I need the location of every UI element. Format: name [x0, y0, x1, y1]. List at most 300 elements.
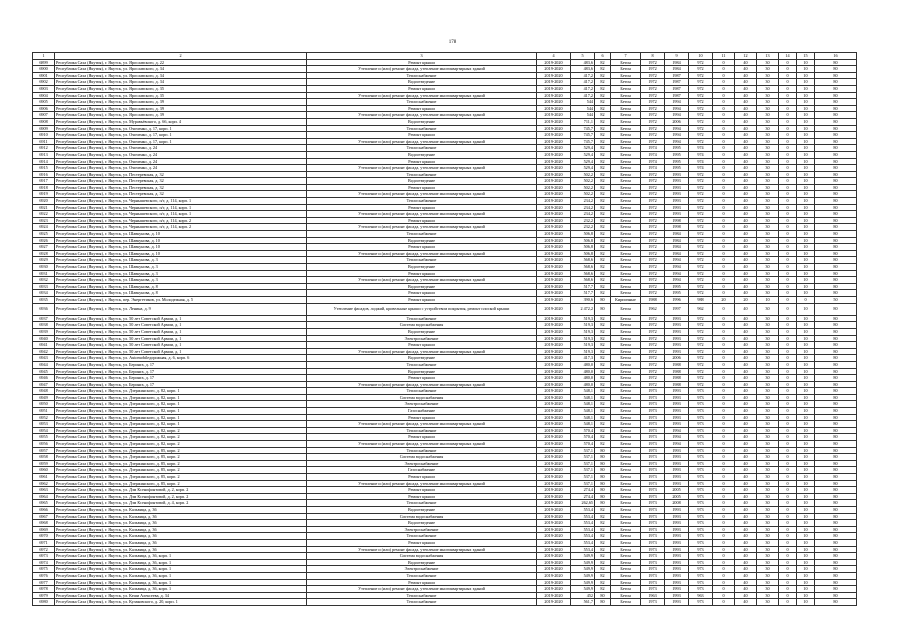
table-row: [33, 493, 857, 500]
table-cell: 6938: [33, 322, 55, 329]
table-cell: 553,4: [571, 513, 595, 520]
table-cell: 1972: [641, 66, 665, 73]
table-cell: 80: [815, 506, 857, 513]
table-cell: Теплоснабжение: [307, 72, 537, 79]
table-cell: 1973: [641, 586, 665, 593]
table-cell: Ремонт крыши: [307, 579, 537, 586]
table-cell: 30: [757, 224, 779, 231]
table-cell: 80: [595, 460, 611, 467]
table-cell: Республика Саха (Якутия), г. Якутск, ул. Дзм Ксенофонтовой, д. 4, корп. 2: [55, 500, 307, 507]
table-cell: 40: [735, 474, 757, 481]
table-cell: 30: [757, 335, 779, 342]
table-cell: 0: [779, 381, 797, 388]
table-cell: 502,2: [571, 191, 595, 198]
table-cell: 1973: [641, 572, 665, 579]
table-cell: 80: [815, 184, 857, 191]
table-cell: 10: [797, 257, 815, 264]
table-cell: 0: [713, 526, 735, 533]
table-cell: 745,7: [571, 138, 595, 145]
table-row: [33, 165, 857, 172]
table-cell: 1997: [665, 303, 689, 315]
table-cell: 972: [689, 112, 713, 119]
table-cell: Утепление и (или) ремонт фасада, утепление многоквартирных зданий: [307, 421, 537, 428]
table-row: [33, 375, 857, 382]
table-cell: 973: [689, 546, 713, 553]
table-cell: 6916: [33, 171, 55, 178]
table-cell: 6911: [33, 138, 55, 145]
header-row: [33, 53, 857, 60]
table-cell: Бетон: [611, 586, 641, 593]
table-cell: 10: [797, 592, 815, 599]
table-cell: 2019-2020: [537, 315, 571, 322]
column-header: 10: [689, 53, 713, 60]
table-cell: 10: [797, 79, 815, 86]
table-cell: Бетон: [611, 198, 641, 205]
table-row: [33, 559, 857, 566]
table-cell: 0: [713, 145, 735, 152]
table-row: [33, 467, 857, 474]
table-cell: 549,9: [571, 586, 595, 593]
table-cell: Республика Саха (Якутия), г. Якутск, ул. Кальвица, д. 36: [55, 506, 307, 513]
table-cell: Бетон: [611, 145, 641, 152]
table-cell: Бетон: [611, 132, 641, 139]
table-row: [33, 231, 857, 238]
table-cell: 10: [797, 454, 815, 461]
table-cell: Ремонт крыши: [307, 487, 537, 494]
table-row: [33, 277, 857, 284]
column-header: 8: [641, 53, 665, 60]
table-cell: Ремонт крыши: [307, 158, 537, 165]
table-cell: 6901: [33, 72, 55, 79]
table-cell: 1993: [665, 328, 689, 335]
table-cell: 1994: [665, 105, 689, 112]
table-cell: 6971: [33, 539, 55, 546]
table-cell: 10: [797, 125, 815, 132]
table-cell: Бетон: [611, 237, 641, 244]
table-cell: 1994: [665, 138, 689, 145]
table-cell: 10: [797, 158, 815, 165]
table-cell: 0: [713, 125, 735, 132]
table-cell: Теплоснабжение: [307, 257, 537, 264]
table-cell: 40: [735, 257, 757, 264]
table-cell: 6961: [33, 474, 55, 481]
table-cell: 2019-2020: [537, 361, 571, 368]
table-cell: Республика Саха (Якутия), г. Якутск, ул. Шавкунова, д. 8: [55, 283, 307, 290]
table-cell: 972: [689, 237, 713, 244]
table-cell: 0: [713, 211, 735, 218]
table-cell: 1972: [641, 85, 665, 92]
table-cell: 82: [595, 270, 611, 277]
table-cell: Республика Саха (Якутия), г. Якутск, ул. Кальвица, д. 36: [55, 520, 307, 527]
table-cell: 2019-2020: [537, 59, 571, 66]
table-row: [33, 138, 857, 145]
table-cell: 0: [713, 322, 735, 329]
table-cell: 80: [815, 138, 857, 145]
table-cell: 6900: [33, 66, 55, 73]
table-cell: 2019-2020: [537, 355, 571, 362]
table-cell: 1972: [641, 217, 665, 224]
table-cell: 1993: [665, 401, 689, 408]
table-cell: 2019-2020: [537, 66, 571, 73]
table-cell: 2019-2020: [537, 401, 571, 408]
table-cell: 1974: [641, 158, 665, 165]
table-cell: 390,6: [571, 296, 595, 303]
table-row: [33, 79, 857, 86]
table-cell: 80: [595, 500, 611, 507]
table-cell: 0: [779, 66, 797, 73]
table-cell: 80: [815, 158, 857, 165]
table-cell: 973: [689, 493, 713, 500]
table-cell: 1972: [641, 231, 665, 238]
table-row: [33, 283, 857, 290]
table-cell: 6945: [33, 368, 55, 375]
table-cell: 2019-2020: [537, 257, 571, 264]
table-cell: 30: [757, 368, 779, 375]
table-cell: 0: [779, 579, 797, 586]
table-cell: 6975: [33, 566, 55, 573]
table-cell: 40: [735, 441, 757, 448]
table-cell: 0: [779, 79, 797, 86]
table-cell: 80: [815, 526, 857, 533]
table-cell: 80: [815, 447, 857, 454]
table-row: [33, 257, 857, 264]
table-cell: 6921: [33, 204, 55, 211]
table-cell: 506,8: [571, 250, 595, 257]
table-cell: 973: [689, 566, 713, 573]
table-row: [33, 520, 857, 527]
table-cell: Газоснабжение: [307, 408, 537, 415]
table-cell: 0: [713, 586, 735, 593]
table-cell: 1994: [665, 427, 689, 434]
table-cell: 40: [735, 506, 757, 513]
table-cell: 0: [713, 112, 735, 119]
table-cell: 1993: [665, 526, 689, 533]
table-cell: 6972: [33, 546, 55, 553]
table-cell: Электроснабжение: [307, 566, 537, 573]
table-cell: 1972: [641, 335, 665, 342]
table-cell: Бетон: [611, 270, 641, 277]
table-cell: 0: [713, 408, 735, 415]
table-row: [33, 290, 857, 297]
table-cell: 1973: [641, 394, 665, 401]
table-cell: 0: [713, 533, 735, 540]
table-cell: 0: [713, 270, 735, 277]
table-cell: 2019-2020: [537, 447, 571, 454]
table-cell: Бетон: [611, 211, 641, 218]
table-cell: Республика Саха (Якутия), г. Якутск, ул. Дзм Ксенофонтовой, д. 2, корп. 2: [55, 493, 307, 500]
table-cell: 2019-2020: [537, 414, 571, 421]
table-cell: 0: [713, 138, 735, 145]
table-cell: 82: [595, 79, 611, 86]
table-cell: 1973: [641, 454, 665, 461]
table-cell: 0: [779, 264, 797, 271]
table-cell: 82: [595, 217, 611, 224]
table-cell: 0: [713, 592, 735, 599]
table-cell: 82: [595, 579, 611, 586]
table-cell: 40: [735, 421, 757, 428]
table-cell: 30: [757, 237, 779, 244]
table-cell: Республика Саха (Якутия), г. Якутск, ул. Кальвица, д. 36: [55, 539, 307, 546]
table-cell: 537,1: [571, 454, 595, 461]
table-cell: 10: [797, 355, 815, 362]
table-cell: Бетон: [611, 361, 641, 368]
table-cell: 80: [815, 231, 857, 238]
table-cell: 30: [757, 85, 779, 92]
table-cell: 10: [797, 151, 815, 158]
table-cell: 30: [757, 283, 779, 290]
table-cell: 10: [797, 427, 815, 434]
table-cell: 480,0: [571, 381, 595, 388]
table-cell: 10: [797, 361, 815, 368]
table-cell: 6980: [33, 599, 55, 606]
table-cell: 1984: [665, 231, 689, 238]
table-cell: 568,6: [571, 270, 595, 277]
table-cell: Бетон: [611, 231, 641, 238]
table-cell: 40: [735, 394, 757, 401]
table-cell: Бетон: [611, 158, 641, 165]
table-cell: 50: [815, 296, 857, 303]
table-cell: 2019-2020: [537, 118, 571, 125]
table-cell: 6930: [33, 264, 55, 271]
table-cell: 82: [595, 72, 611, 79]
table-cell: 0: [779, 599, 797, 606]
table-cell: 82: [595, 414, 611, 421]
table-cell: 0: [779, 244, 797, 251]
table-cell: 0: [779, 99, 797, 106]
table-cell: 40: [735, 211, 757, 218]
table-cell: 82: [595, 99, 611, 106]
table-cell: Бетон: [611, 388, 641, 395]
table-cell: 0: [713, 599, 735, 606]
table-cell: 568,6: [571, 257, 595, 264]
table-cell: 80: [815, 217, 857, 224]
table-cell: 40: [735, 224, 757, 231]
table-cell: 0: [713, 85, 735, 92]
table-cell: 6902: [33, 79, 55, 86]
table-cell: 2019-2020: [537, 277, 571, 284]
table-cell: 10: [797, 217, 815, 224]
table-cell: 30: [757, 381, 779, 388]
table-cell: 2019-2020: [537, 191, 571, 198]
table-row: [33, 394, 857, 401]
table-cell: 568,6: [571, 264, 595, 271]
table-cell: Бетон: [611, 138, 641, 145]
table-cell: 417,2: [571, 79, 595, 86]
table-cell: Республика Саха (Якутия), г. Якутск, ул. Ярославского, д. 22: [55, 59, 307, 66]
table-cell: 40: [735, 270, 757, 277]
table-cell: Бетон: [611, 105, 641, 112]
table-cell: 570,4: [571, 427, 595, 434]
table-cell: Бетон: [611, 342, 641, 349]
table-cell: Бетон: [611, 526, 641, 533]
table-row: [33, 454, 857, 461]
table-cell: Ремонт крыши: [307, 375, 537, 382]
table-cell: 0: [779, 401, 797, 408]
table-cell: 1993: [665, 198, 689, 205]
table-cell: 30: [757, 474, 779, 481]
table-cell: 82: [595, 138, 611, 145]
table-cell: 962: [689, 303, 713, 315]
table-cell: Теплоснабжение: [307, 145, 537, 152]
table-cell: 0: [713, 572, 735, 579]
table-cell: 40: [735, 125, 757, 132]
table-cell: 80: [815, 599, 857, 606]
table-cell: 988: [689, 296, 713, 303]
table-cell: 30: [757, 165, 779, 172]
table-cell: Республика Саха (Якутия), г. Якутск, ул. Кальвица, д. 36: [55, 546, 307, 553]
table-cell: Теплоснабжение: [307, 315, 537, 322]
table-cell: 40: [735, 244, 757, 251]
table-cell: 6946: [33, 375, 55, 382]
table-cell: 40: [735, 375, 757, 382]
table-cell: Бетон: [611, 290, 641, 297]
table-cell: 1973: [641, 500, 665, 507]
table-cell: 30: [757, 520, 779, 527]
table-cell: 2019-2020: [537, 264, 571, 271]
table-cell: 1993: [665, 506, 689, 513]
table-cell: 80: [815, 586, 857, 593]
table-cell: Водоотведение: [307, 368, 537, 375]
table-cell: 1962: [641, 303, 665, 315]
table-cell: 2008: [665, 500, 689, 507]
table-cell: 6940: [33, 335, 55, 342]
table-cell: Республика Саха (Якутия), г. Якутск, ул. Дзержинского, д. 82, корп. 1: [55, 421, 307, 428]
table-cell: 82: [595, 204, 611, 211]
table-cell: 80: [815, 99, 857, 106]
table-cell: Электроснабжение: [307, 460, 537, 467]
table-cell: 80: [815, 85, 857, 92]
table-cell: 0: [779, 480, 797, 487]
table-cell: 6956: [33, 441, 55, 448]
table-cell: 1984: [665, 237, 689, 244]
column-header: 2: [55, 53, 307, 60]
table-cell: 40: [735, 165, 757, 172]
table-cell: 1973: [641, 599, 665, 606]
table-cell: 80: [815, 572, 857, 579]
table-cell: 1988: [665, 361, 689, 368]
table-cell: 6909: [33, 125, 55, 132]
table-cell: 972: [689, 132, 713, 139]
table-cell: Бетон: [611, 250, 641, 257]
table-cell: 1998: [665, 217, 689, 224]
table-cell: 80: [815, 421, 857, 428]
table-row: [33, 427, 857, 434]
table-cell: 1993: [665, 572, 689, 579]
table-cell: Бетон: [611, 348, 641, 355]
table-cell: 0: [779, 328, 797, 335]
table-cell: 2019-2020: [537, 599, 571, 606]
table-cell: 0: [779, 211, 797, 218]
table-cell: 30: [757, 303, 779, 315]
table-cell: 1973: [641, 493, 665, 500]
table-cell: Бетон: [611, 460, 641, 467]
table-cell: 1972: [641, 112, 665, 119]
table-cell: 2019-2020: [537, 546, 571, 553]
table-cell: 30: [757, 586, 779, 593]
table-cell: 40: [735, 231, 757, 238]
table-cell: Теплоснабжение: [307, 599, 537, 606]
table-row: [33, 566, 857, 573]
table-cell: 10: [797, 191, 815, 198]
table-cell: 0: [713, 151, 735, 158]
table-cell: 40: [735, 487, 757, 494]
table-cell: 1973: [641, 566, 665, 573]
table-cell: 40: [735, 328, 757, 335]
table-cell: 30: [757, 250, 779, 257]
table-cell: Республика Саха (Якутия), г. Якутск, ул. Шавкунова, д. 10: [55, 244, 307, 251]
table-cell: 82: [595, 361, 611, 368]
table-cell: Ремонт крыши: [307, 105, 537, 112]
table-cell: 80: [815, 480, 857, 487]
table-cell: 974: [689, 145, 713, 152]
table-cell: 1994: [665, 125, 689, 132]
table-cell: 972: [689, 322, 713, 329]
table-cell: 82: [595, 328, 611, 335]
table-cell: 549,9: [571, 566, 595, 573]
table-cell: 506,8: [571, 237, 595, 244]
table-cell: Водоотведение: [307, 506, 537, 513]
table-cell: 2019-2020: [537, 224, 571, 231]
table-row: [33, 526, 857, 533]
table-cell: 1972: [641, 178, 665, 185]
table-cell: 0: [779, 487, 797, 494]
table-cell: 30: [757, 526, 779, 533]
table-cell: 80: [595, 474, 611, 481]
table-cell: 80: [815, 513, 857, 520]
table-cell: 0: [713, 401, 735, 408]
table-cell: 972: [689, 270, 713, 277]
table-cell: 6899: [33, 59, 55, 66]
table-cell: 1973: [641, 447, 665, 454]
table-cell: Утепление и (или) ремонт фасада, утепление многоквартирных зданий: [307, 211, 537, 218]
table-cell: 973: [689, 513, 713, 520]
table-cell: 1993: [665, 335, 689, 342]
table-cell: 1972: [641, 237, 665, 244]
table-cell: 502,2: [571, 178, 595, 185]
table-cell: 30: [757, 553, 779, 560]
table-cell: 10: [797, 579, 815, 586]
table-cell: 972: [689, 361, 713, 368]
table-cell: 1993: [665, 315, 689, 322]
table-cell: 1972: [641, 290, 665, 297]
table-cell: 1993: [665, 520, 689, 527]
table-cell: 1972: [641, 224, 665, 231]
table-cell: Ремонт крыши: [307, 244, 537, 251]
table-cell: 30: [757, 59, 779, 66]
table-cell: 0: [713, 92, 735, 99]
table-cell: 30: [757, 493, 779, 500]
table-row: [33, 322, 857, 329]
table-cell: 1996: [665, 296, 689, 303]
table-cell: 0: [779, 270, 797, 277]
table-cell: 0: [779, 434, 797, 441]
table-cell: Теплоснабжение: [307, 388, 537, 395]
table-cell: 82: [595, 85, 611, 92]
table-cell: 1993: [665, 178, 689, 185]
table-cell: 82: [595, 513, 611, 520]
table-cell: 972: [689, 204, 713, 211]
table-cell: 10: [797, 368, 815, 375]
table-cell: Утепление и (или) ремонт фасада, утепление многоквартирных зданий: [307, 250, 537, 257]
table-row: [33, 151, 857, 158]
table-cell: 2019-2020: [537, 460, 571, 467]
table-cell: 2019-2020: [537, 381, 571, 388]
table-cell: 6941: [33, 342, 55, 349]
table-cell: 2019-2020: [537, 158, 571, 165]
table-cell: 40: [735, 315, 757, 322]
table-cell: Республика Саха (Якутия), г. Якутск, ул. Ярославского, д. 39: [55, 105, 307, 112]
table-cell: 2019-2020: [537, 132, 571, 139]
